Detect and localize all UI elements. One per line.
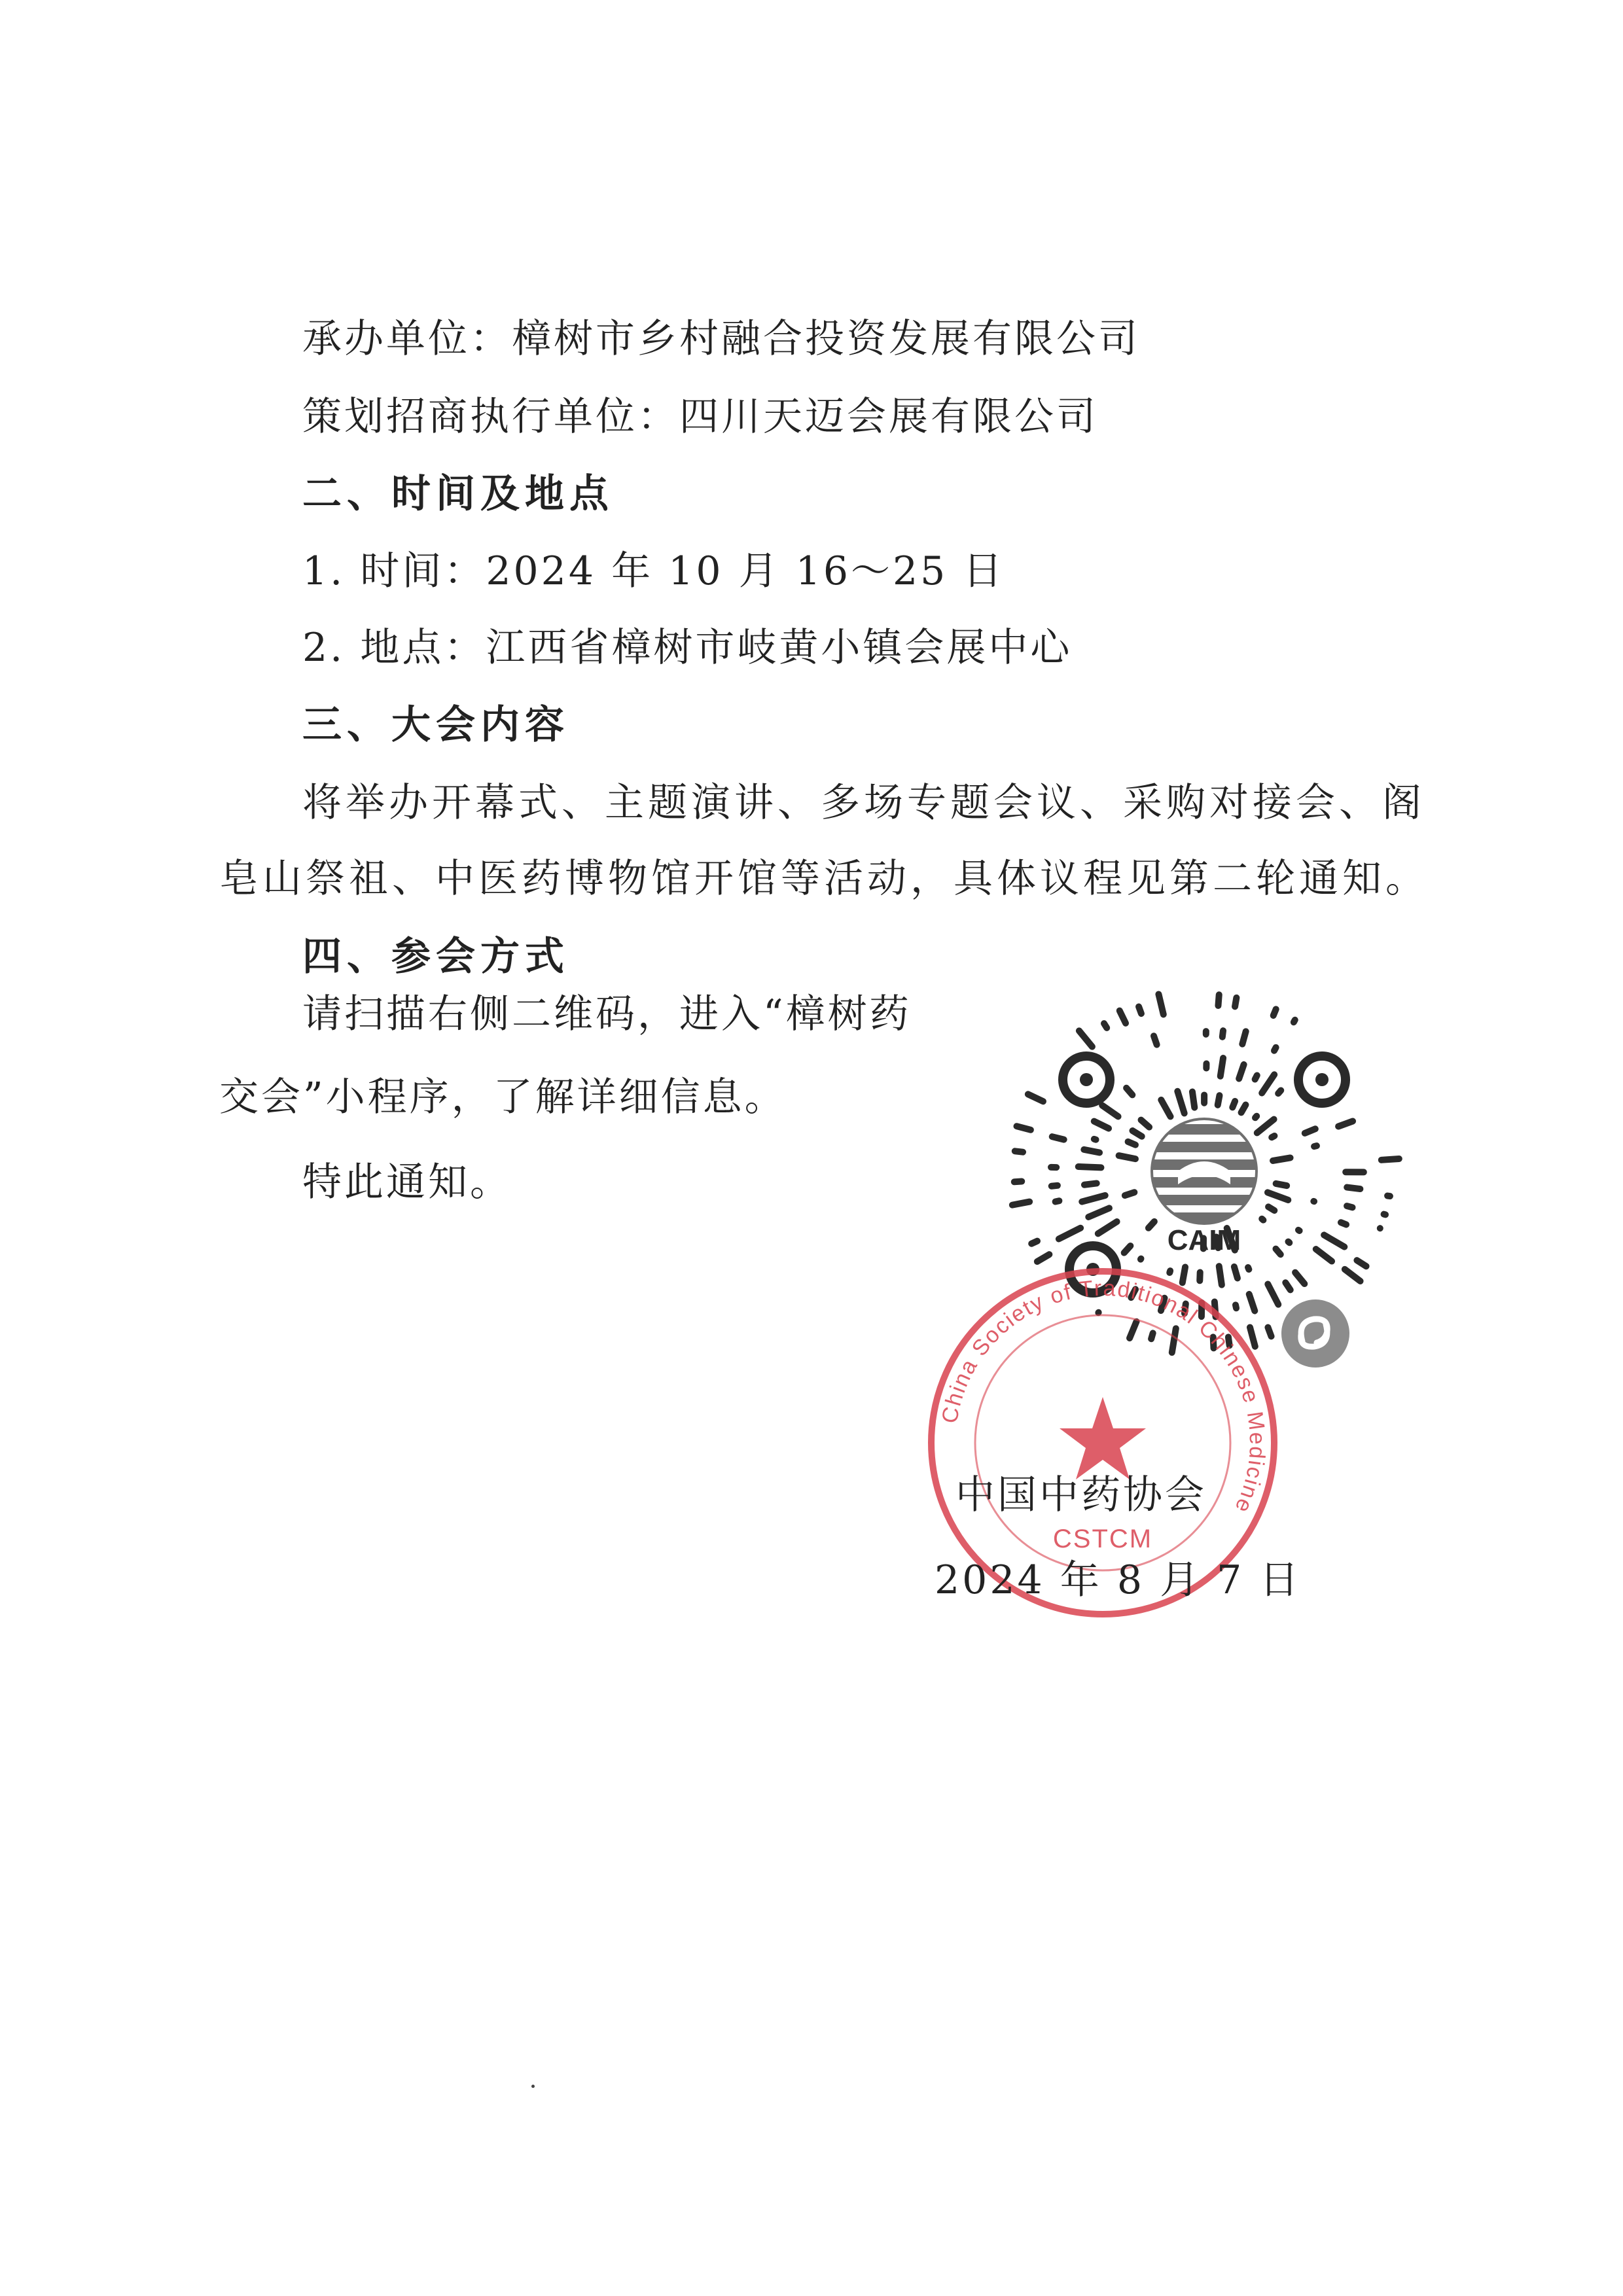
qr-finder-top-left-dot [1080, 1073, 1093, 1086]
qr-dash [1154, 990, 1167, 1018]
attend-line-2: 交会”小程序，了解详细信息。 [219, 1074, 787, 1120]
qr-dash [1214, 1091, 1223, 1108]
qr-dash [1235, 1061, 1248, 1083]
qr-dash [1075, 1026, 1097, 1051]
qr-dash [1024, 1090, 1047, 1106]
qr-dash [1376, 1224, 1384, 1233]
qr-dash [1048, 1133, 1068, 1144]
seal-abbr-text: CSTCM [1052, 1525, 1153, 1553]
qr-dash [1188, 1088, 1198, 1111]
qr-dash [1272, 1180, 1291, 1190]
qr-dash [1251, 1071, 1262, 1084]
qr-dash [1144, 1217, 1159, 1233]
qr-dash [1336, 1218, 1350, 1229]
seal-ring-text: China Society of Traditional Chinese Medicine [936, 1275, 1270, 1518]
qr-dash [1289, 1016, 1300, 1027]
qr-dash [1310, 1197, 1318, 1206]
qr-dash [1267, 1131, 1279, 1142]
qr-dash [1274, 1086, 1285, 1098]
caim-logo-icon [1152, 1119, 1257, 1224]
place-line: 2. 地点：江西省樟树市岐黄小镇会展中心 [302, 625, 1073, 671]
qr-dash [1156, 1095, 1175, 1121]
qr-dash [1237, 1101, 1250, 1118]
qr-dash [1269, 1154, 1294, 1165]
qr-dash [1264, 1203, 1279, 1215]
qr-dash [1048, 1164, 1060, 1171]
qr-dash [1027, 1237, 1042, 1248]
qr-dash [1217, 1054, 1227, 1080]
qr-dash [1115, 1006, 1130, 1027]
qr-dash [1271, 1245, 1285, 1260]
qr-dash [1203, 1060, 1209, 1071]
qr-dash [1124, 1137, 1139, 1149]
closing-line: 特此通知。 [302, 1159, 512, 1205]
qr-dash [1135, 1002, 1146, 1017]
qr-dash [1010, 1178, 1025, 1185]
qr-dash [1340, 1265, 1365, 1286]
qr-dash [1300, 1125, 1319, 1138]
qr-dash [1094, 1217, 1122, 1238]
qr-dash [1090, 1135, 1100, 1144]
signature-date: 2024 年 8 月 7 日 [935, 1557, 1302, 1603]
qr-dash [1080, 1146, 1103, 1156]
qr-dash [1203, 1028, 1209, 1038]
qr-dash [1238, 1027, 1250, 1048]
time-line: 1. 时间：2024 年 10 月 16～25 日 [302, 548, 1005, 594]
qr-dash [1048, 1182, 1061, 1190]
qr-dash [1150, 1032, 1161, 1049]
qr-dash [1219, 1027, 1226, 1041]
qr-dash [1011, 1148, 1026, 1156]
qr-dash [1352, 1256, 1370, 1271]
qr-dash [1257, 1214, 1268, 1225]
content-line-2: 皂山祭祖、中医药博物馆开馆等活动，具体议程见第二轮通知。 [219, 856, 1429, 902]
qr-dash [1251, 1112, 1261, 1123]
qr-dash [1128, 1126, 1147, 1140]
qr-logo-text: CAIM [1167, 1224, 1241, 1256]
qr-dash [1097, 1101, 1122, 1121]
qr-dash [1380, 1210, 1389, 1219]
qr-dash [1231, 994, 1240, 1010]
qr-dash [1052, 1197, 1063, 1205]
section-2-heading: 二、时间及地点 [302, 471, 614, 517]
qr-dash [1270, 1043, 1280, 1055]
attend-line-1: 请扫描右侧二维码，进入“樟树药 [302, 991, 912, 1037]
qr-dash [1115, 1152, 1139, 1163]
qr-dash [1075, 1163, 1105, 1171]
qr-dash [1310, 1142, 1321, 1150]
qr-dash [1342, 1169, 1367, 1175]
content-line-1: 将举办开幕式、主题演讲、多场专题会议、采购对接会、阁 [302, 780, 1425, 826]
qr-dash [1294, 1226, 1304, 1235]
qr-dash [1344, 1184, 1364, 1193]
qr-dash [1054, 1224, 1085, 1243]
qr-dash [1269, 1005, 1280, 1020]
qr-dash [1136, 1116, 1154, 1132]
qr-dash [1319, 1231, 1349, 1252]
qr-dash [1121, 1188, 1139, 1199]
qr-dash [1215, 991, 1222, 1009]
qr-finder-top-right-dot [1315, 1073, 1329, 1086]
mini-program-badge-icon [1281, 1299, 1349, 1368]
qr-dash [1311, 1245, 1336, 1265]
qr-dash [1090, 1117, 1113, 1133]
qr-dash [1080, 1180, 1100, 1188]
qr-dash [1283, 1237, 1294, 1248]
qr-dash [1078, 1192, 1109, 1206]
signature-org: 中国中药协会 [955, 1472, 1207, 1518]
section-3-heading: 三、大会内容 [302, 702, 569, 748]
qr-dash [1334, 1117, 1357, 1131]
qr-dash [1201, 1091, 1207, 1106]
scan-speck [531, 2085, 535, 2088]
qr-dash [1122, 1084, 1137, 1100]
qr-dash [1012, 1122, 1035, 1134]
qr-dash [1008, 1198, 1033, 1209]
qr-dash [1084, 1204, 1114, 1222]
seal-star-icon [1060, 1397, 1146, 1479]
qr-dash [1291, 1268, 1309, 1288]
qr-dash [1228, 1097, 1240, 1111]
section-4-heading: 四、参会方式 [302, 934, 569, 980]
qr-dash [1264, 1188, 1293, 1204]
qr-dash [1173, 1087, 1188, 1118]
qr-dash [1099, 1019, 1111, 1033]
qr-dash [1120, 1241, 1135, 1258]
qr-dash [1383, 1192, 1393, 1200]
qr-dash [1343, 1202, 1357, 1211]
organizer-line: 承办单位：樟树市乡村融合投资发展有限公司 [302, 316, 1140, 362]
planner-line: 策划招商执行单位：四川天迈会展有限公司 [302, 394, 1098, 440]
qr-dash [1378, 1156, 1402, 1164]
